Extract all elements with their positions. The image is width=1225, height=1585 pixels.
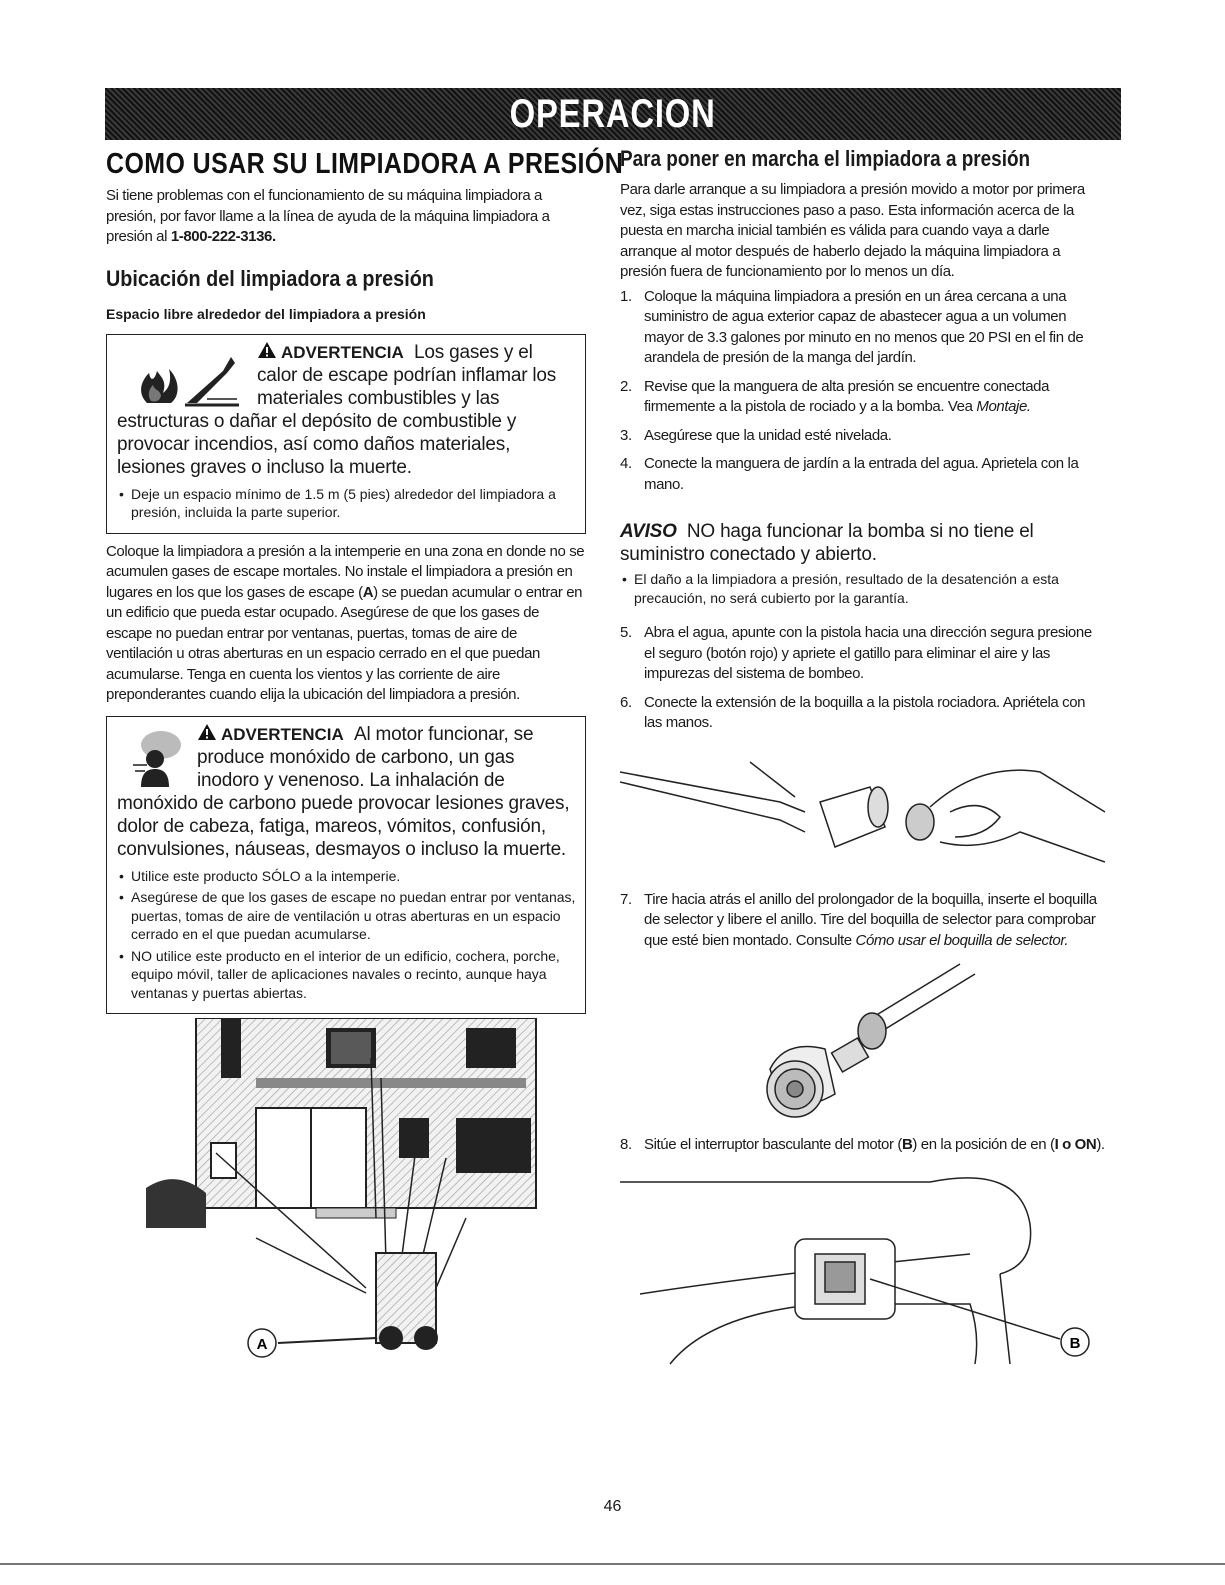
step-item [620,287,1105,369]
step-number: 6. [620,693,632,711]
startup-heading: Para poner en marcha el limpiadora a presión [620,146,1031,171]
warning-label: ADVERTENCIA [281,342,404,362]
clearance-heading: Espacio libre alrededor del limpiadora a presión [106,305,426,322]
step-text: Revise que la manguera de alta presión se encuentre conectada firmemente a la pistola de rociado y a la bomba. Vea [644,377,1050,415]
step-text: Asegúrese que la unidad esté nivelada. [644,426,892,444]
placement-text-2: ) se puedan acumular o entrar en un edificio que pueda estar ocupado. Asegúrese de que los gases de escape no puedan entrar por ventanas, puertas, tomas de aire de ventilación u otras aberturas en un espacio cerrado en el que puedan acumularse. Tenga en cuenta los vientos y las corriente de aire preponderantes cuando elija la ubicación del limpiadora a presión. [106,583,583,703]
nozzle-extension-illustration [620,742,1105,882]
step-item [620,890,1105,952]
step-item [620,693,1105,734]
bottom-rule [0,1563,1225,1565]
step-text: Abra el agua, apunte con la pistola hacia una dirección segura presione el seguro (botón rojo) y apriete el gatillo para eliminar el aire y las impurezas del sistema de bombeo. [644,624,1092,682]
steps-list-4 [620,1135,1105,1156]
notice-body: NO haga funcionar la bomba si no tiene el suministro conectado y abierto. [620,521,1034,565]
notice-text [620,521,1105,566]
step-number: 8. [620,1136,632,1153]
step-number: 4. [620,455,632,472]
step-item [620,454,1105,495]
switch-state: I o ON [1054,1136,1097,1153]
placement-text-1: Coloque la limpiadora a presión a la intemperie en una zona en donde no se acumulen gases de escape mortales. No instale el limpiadora a presión en lugares en los que los gases de escape ( [106,542,585,601]
steps-list-2 [620,623,1105,734]
step-text: Tire hacia atrás el anillo del prolongador de la boquilla, inserte el boquilla de selector y libere el anillo. Tire del boquilla de selector para comprobar que esté bien montado. Consulte [644,890,1097,949]
fire-hazard-icon [127,343,247,409]
section-banner [105,88,1121,140]
step-ref: Cómo usar el boquilla de selector. [855,931,1069,949]
placement-paragraph [106,542,586,706]
banner-title: OPERACION [509,91,717,136]
step-number: 7. [620,890,632,908]
step-text: Conecte la extensión de la boquilla a la pistola rociadora. Apriétela con las manos. [644,693,1086,731]
warning-triangle-icon [257,341,277,359]
step-item [620,623,1105,685]
warning-exhaust-body: Los gases y el calor de escape podrían inflamar los materiales combustibles y las estructuras o dañar el depósito de combustible y provocar incendios, así como daños materiales, lesiones graves o incluso la muerte. [117,341,557,478]
steps-list-1 [620,287,1105,496]
notice-bullet: • El daño a la limpiadora a presión, resultado de la desatención a esta precaución, no será cubierto por la garantía. [620,570,1105,607]
warning-co-bullets [117,867,577,1003]
notice-block [620,521,1105,607]
location-heading: Ubicación del limpiadora a presión [106,265,434,291]
steps-list-3 [620,890,1105,952]
warning-label: ADVERTENCIA [221,724,344,744]
left-column [106,146,624,1388]
right-column [620,146,1105,1374]
warning-triangle-icon [197,723,217,741]
intro-paragraph [106,186,586,248]
main-heading: COMO USAR SU LIMPIADORA A PRESIÓN [106,148,624,180]
step-text: Coloque la máquina limpiadora a presión en un área cercana a una suministro de agua exterior capaz de abastecer agua a un volumen mayor de 3.3 galones por minuto en no menos que 20 PSI en el fin de arandela de presión de la manga del jardín. [644,287,1084,366]
step-text: ). [1096,1136,1105,1153]
warning-exhaust-bullets [117,485,577,522]
notice-bullets [620,570,1105,607]
selector-nozzle-illustration [620,959,1105,1129]
warning-co-body: Al motor funcionar, se produce monóxido de carbono, un gas inodoro y venenoso. La inhalación de monóxido de carbono puede provocar lesiones graves, dolor de cabeza, fatiga, mareos, vómitos, confusión, convulsiones, náuseas, desmayos o incluso la muerte. [117,723,570,860]
step-number: 1. [620,287,632,305]
warning-co-bullet: • NO utilice este producto en el interior de un edificio, cochera, porche, equipo móvil, taller de aplicaciones navales o recinto, aunque haya ventanas y puertas abiertas. [117,947,577,1003]
engine-switch-illustration [620,1164,1105,1374]
helpline-phone: 1-800-222-3136. [170,228,276,245]
step-text: ) en la posición de en ( [912,1136,1055,1153]
warning-co-bullet: • Asegúrese de que los gases de escape no puedan entrar por ventanas, puertas, tomas de aire de ventilación u otras aberturas en un espacio cerrado en el que puedan acumularse. [117,888,577,944]
step-text: Conecte la manguera de jardín a la entrada del agua. Aprietela con la mano. [644,455,1079,493]
step-item [620,1135,1105,1156]
intro-text: Si tiene problemas con el funcionamiento de su máquina limpiadora a presión, por favor llame a la línea de ayuda de la máquina limpiadora a presión al [106,187,550,245]
warning-exhaust-text [117,341,577,479]
step-number: 2. [620,377,632,395]
warning-co-text [117,723,577,861]
placement-ref-a: A [362,583,374,601]
step-number: 3. [620,426,632,444]
warning-exhaust-bullet: • Deje un espacio mínimo de 1.5 m (5 pies) alrededor del limpiadora a presión, incluida la parte superior. [117,485,577,522]
figure-label-a: A [256,1336,268,1353]
step-text: Sitúe el interruptor basculante del motor ( [644,1136,902,1153]
step-number: 5. [620,624,632,641]
step-ref: Montaje. [976,398,1031,415]
step-item [620,377,1105,418]
page-number: 46 [603,1498,622,1515]
step-item [620,426,1105,447]
startup-intro: Para darle arranque a su limpiadora a presión movido a motor por primera vez, siga estas instrucciones paso a paso. Esta información acerca de la puesta en marcha inicial también es válida para cuando vaya a darle arranque al motor después de haberlo dejado la máquina limpiadora a presión fuera de funcionamiento por lo menos un día. [620,181,1085,280]
warning-co-bullet: • Utilice este producto SÓLO a la intemperie. [117,867,577,886]
toxic-fumes-icon [127,725,187,791]
warning-box-exhaust [106,334,586,534]
notice-label: AVISO [620,521,677,542]
house-placement-illustration [146,1018,586,1388]
warning-box-co [106,716,586,1015]
figure-label-b: B [1069,1334,1081,1352]
step-ref-b: B [901,1136,913,1153]
